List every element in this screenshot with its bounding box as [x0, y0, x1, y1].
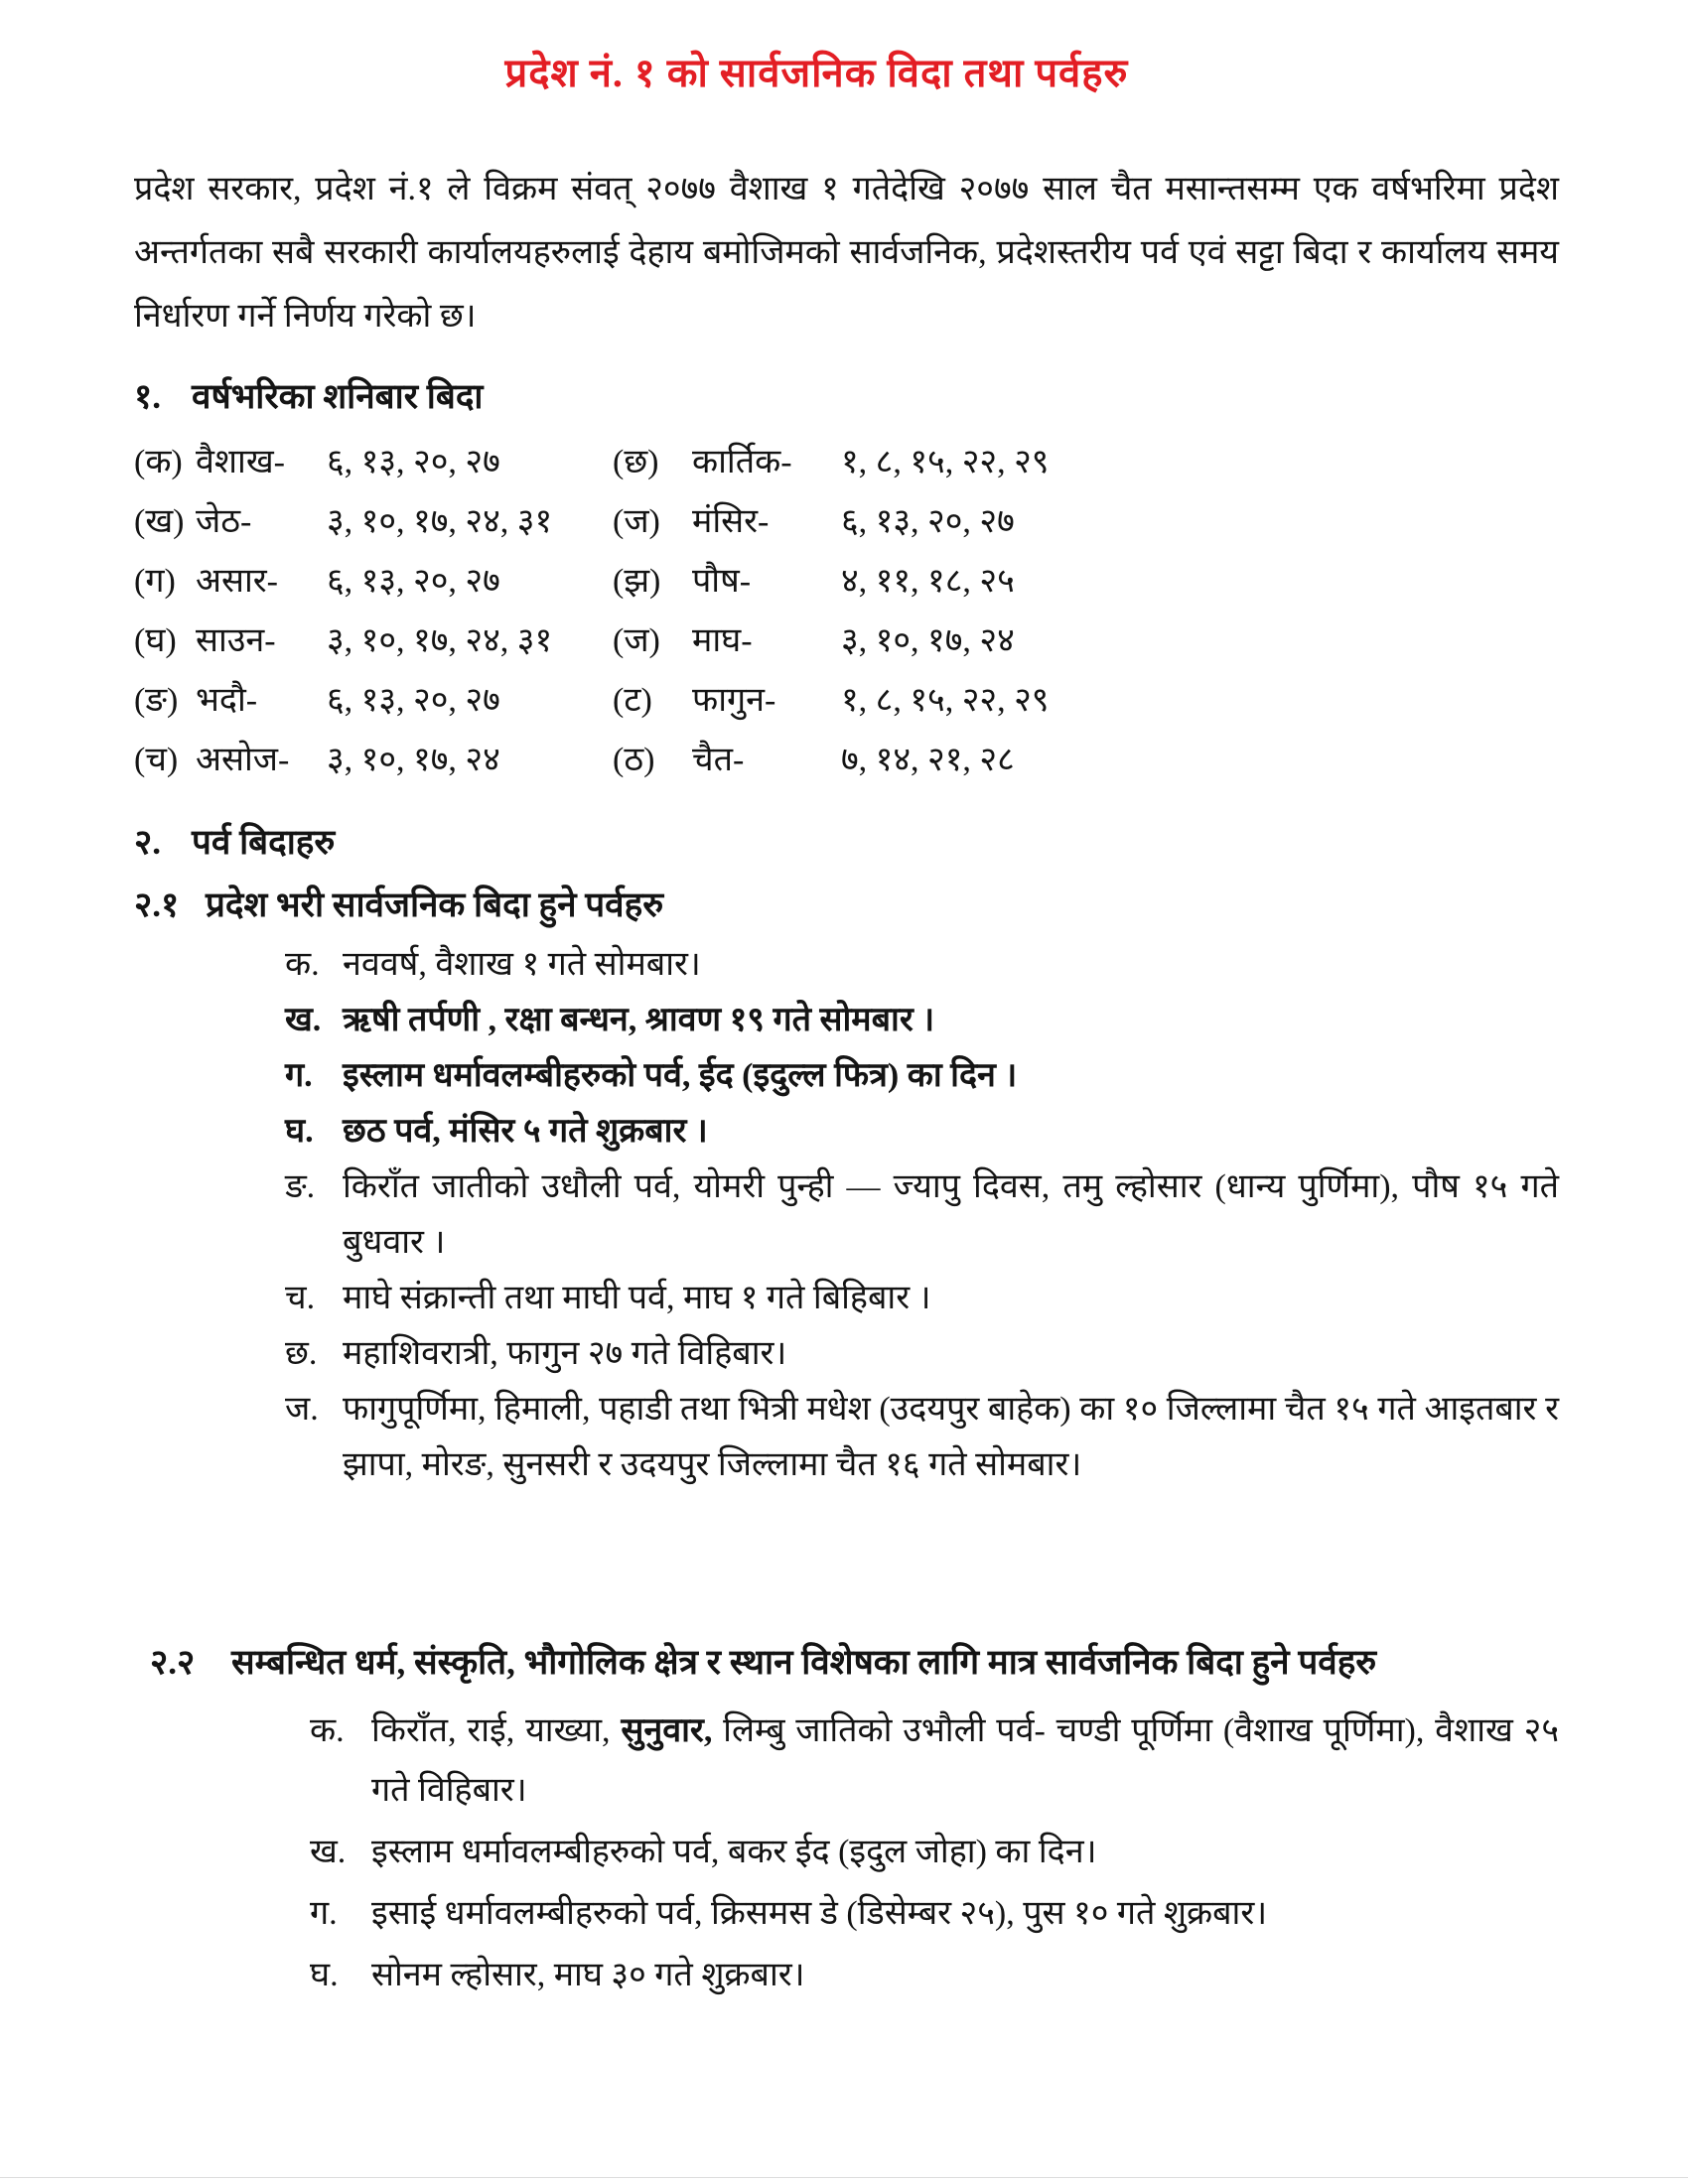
section2-number: २. [134, 823, 161, 862]
month-name: कार्तिक- [692, 444, 792, 480]
month-name: साउन- [196, 622, 276, 659]
holiday-days: ३, १०, १७, २४, ३१ [327, 622, 553, 659]
item-label: छ. [285, 1335, 318, 1372]
holiday-days: ३, १०, १७, २४ [327, 742, 500, 778]
section1-heading-text: वर्षभरिका शनिबार बिदा [192, 377, 484, 416]
item-text-pre: किराँत, राई, याख्या, [371, 1712, 622, 1749]
row-label: (ज) [613, 622, 660, 659]
list-item [285, 1271, 1559, 1326]
row-label: (घ) [134, 622, 177, 659]
row-label: (झ) [613, 563, 661, 600]
list-item [285, 1160, 1559, 1271]
holiday-days: ३, १०, १७, २४ [841, 622, 1015, 659]
list-item [310, 1884, 1559, 1944]
month-name: चैत- [692, 742, 745, 778]
item-text: इस्लाम धर्मावलम्बीहरुको पर्व, बकर ईद (इदुल जोहा) का दिन। [371, 1834, 1097, 1870]
section2-2-list [134, 1702, 1559, 2005]
row-label: (च) [134, 742, 179, 778]
item-label: ग. [285, 1057, 313, 1094]
item-text: महाशिवरात्री, फागुन २७ गते विहिबार। [343, 1335, 787, 1372]
row-label: (ठ) [613, 742, 655, 778]
item-text [371, 1702, 1559, 1821]
holiday-days: १, ८, १५, २२, २९ [841, 682, 1050, 719]
row-label: (ग) [134, 563, 176, 600]
item-text: इस्लाम धर्मावलम्बीहरुको पर्व, ईद (इदुल्ल फित्र) का दिन । [343, 1057, 1018, 1094]
list-item [310, 1702, 1559, 1821]
section1-heading [134, 372, 1559, 419]
item-label: घ. [285, 1113, 314, 1150]
holiday-days: ६, १३, २०, २७ [841, 503, 1015, 540]
list-item [310, 1823, 1559, 1882]
section2-heading [134, 818, 1559, 865]
item-text: छठ पर्व, मंसिर ५ गते शुक्रबार । [343, 1113, 708, 1150]
page-bottom-divider [0, 2177, 1688, 2178]
list-item [310, 1946, 1559, 2005]
item-label: ग. [310, 1895, 338, 1932]
item-text-bold: सुनुवार, [621, 1712, 713, 1749]
section2-1-heading-text: प्रदेश भरी सार्वजनिक बिदा हुने पर्वहरु [206, 886, 664, 924]
holiday-days: ६, १३, २०, २७ [327, 444, 500, 480]
item-label: ङ. [285, 1168, 316, 1205]
section2-1-heading [134, 881, 1559, 927]
holiday-days: १, ८, १५, २२, २९ [841, 444, 1050, 480]
holiday-days: ७, १४, २१, २८ [841, 742, 1015, 778]
list-item [285, 1326, 1559, 1382]
month-name: जेठ- [196, 503, 252, 540]
item-text: किराँत जातीको उधौली पर्व, योमरी पुन्ही — ज्यापु दिवस, तमु ल्होसार (धान्य पुर्णिमा), पौष १५ गते बुधवार । [343, 1168, 1559, 1261]
item-text: नववर्ष, वैशाख १ गते सोमबार। [343, 946, 701, 983]
intro-paragraph: प्रदेश सरकार, प्रदेश नं.१ ले विक्रम संवत् २०७७ वैशाख १ गतेदेखि २०७७ साल चैत मसान्तसम्म एक वर्षभरिमा प्रदेश अन्तर्गतका सबै सरकारी कार्यालयहरुलाई देहाय बमोजिमको सार्वजनिक, प्रदेशस्तरीय पर्व एवं सट्टा बिदा र कार्यालय समय निर्धारण गर्ने निर्णय गरेको छ। [134, 171, 1559, 335]
item-label: क. [310, 1712, 345, 1749]
row-label: (ट) [613, 682, 652, 719]
section1-number: १. [134, 377, 161, 416]
month-name: भदौ- [196, 682, 258, 719]
item-text: माघे संक्रान्ती तथा माघी पर्व, माघ १ गते बिहिबार । [343, 1280, 931, 1316]
month-name: फागुन- [692, 682, 776, 719]
item-text-post: लिम्बु जातिको उभौली पर्व- चण्डी पूर्णिमा (वैशाख पूर्णिमा), वैशाख २५ गते विहिबार। [371, 1712, 1559, 1809]
holiday-days: ३, १०, १७, २४, ३१ [327, 503, 553, 540]
item-label: ख. [310, 1834, 347, 1870]
item-text: फागुपूर्णिमा, हिमाली, पहाडी तथा भित्री मधेश (उदयपुर बाहेक) का १० जिल्लामा चैत १५ गते आइतबार र झापा, मोरङ, सुनसरी र उदयपुर जिल्लामा चैत १६ गते सोमबार। [343, 1391, 1559, 1483]
section2-heading-text: पर्व बिदाहरु [192, 823, 336, 862]
section2-2-heading-text: सम्बन्धित धर्म, संस्कृति, भौगोलिक क्षेत्र र स्थान विशेषका लागि मात्र सार्वजनिक बिदा हुने पर्वहरु [231, 1643, 1377, 1682]
item-text: इसाई धर्मावलम्बीहरुको पर्व, क्रिसमस डे (डिसेम्बर २५), पुस १० गते शुक्रबार। [371, 1895, 1268, 1932]
row-label: (ङ) [134, 682, 179, 719]
month-name: मंसिर- [692, 503, 770, 540]
month-name: माघ- [692, 622, 753, 659]
holiday-days: ६, १३, २०, २७ [327, 563, 500, 600]
row-label: (ज) [613, 503, 660, 540]
section2-2-number: २.२ [150, 1643, 196, 1682]
row-label: (छ) [613, 444, 659, 480]
holiday-days: ६, १३, २०, २७ [327, 682, 500, 719]
list-item [285, 1048, 1559, 1104]
saturday-holidays-table [134, 433, 1559, 790]
section2-2 [134, 1632, 1559, 2005]
item-label: ज. [285, 1391, 319, 1428]
section2-1-list [134, 937, 1559, 1493]
list-item [285, 937, 1559, 993]
row-label: (ख) [134, 503, 185, 540]
section2-1-number: २.१ [134, 886, 180, 924]
holiday-days: ४, ११, १८, २५ [841, 563, 1015, 600]
item-label: घ. [310, 1957, 339, 1993]
month-name: असार- [196, 563, 278, 600]
item-text: ऋषी तर्पणी , रक्षा बन्धन, श्रावण १९ गते सोमबार । [343, 1002, 935, 1038]
item-label: क. [285, 946, 320, 983]
month-name: पौष- [692, 563, 752, 600]
month-name: वैशाख- [196, 444, 285, 480]
month-name: असोज- [196, 742, 290, 778]
list-item [285, 993, 1559, 1048]
section2-2-heading [134, 1632, 1559, 1694]
page-title: प्रदेश नं. १ को सार्वजनिक विदा तथा पर्वहरु [504, 51, 1129, 95]
row-label: (क) [134, 444, 183, 480]
list-item [285, 1104, 1559, 1160]
item-label: ख. [285, 1002, 322, 1038]
list-item [285, 1382, 1559, 1493]
item-text: सोनम ल्होसार, माघ ३० गते शुक्रबार। [371, 1957, 805, 1993]
item-label: च. [285, 1280, 316, 1316]
